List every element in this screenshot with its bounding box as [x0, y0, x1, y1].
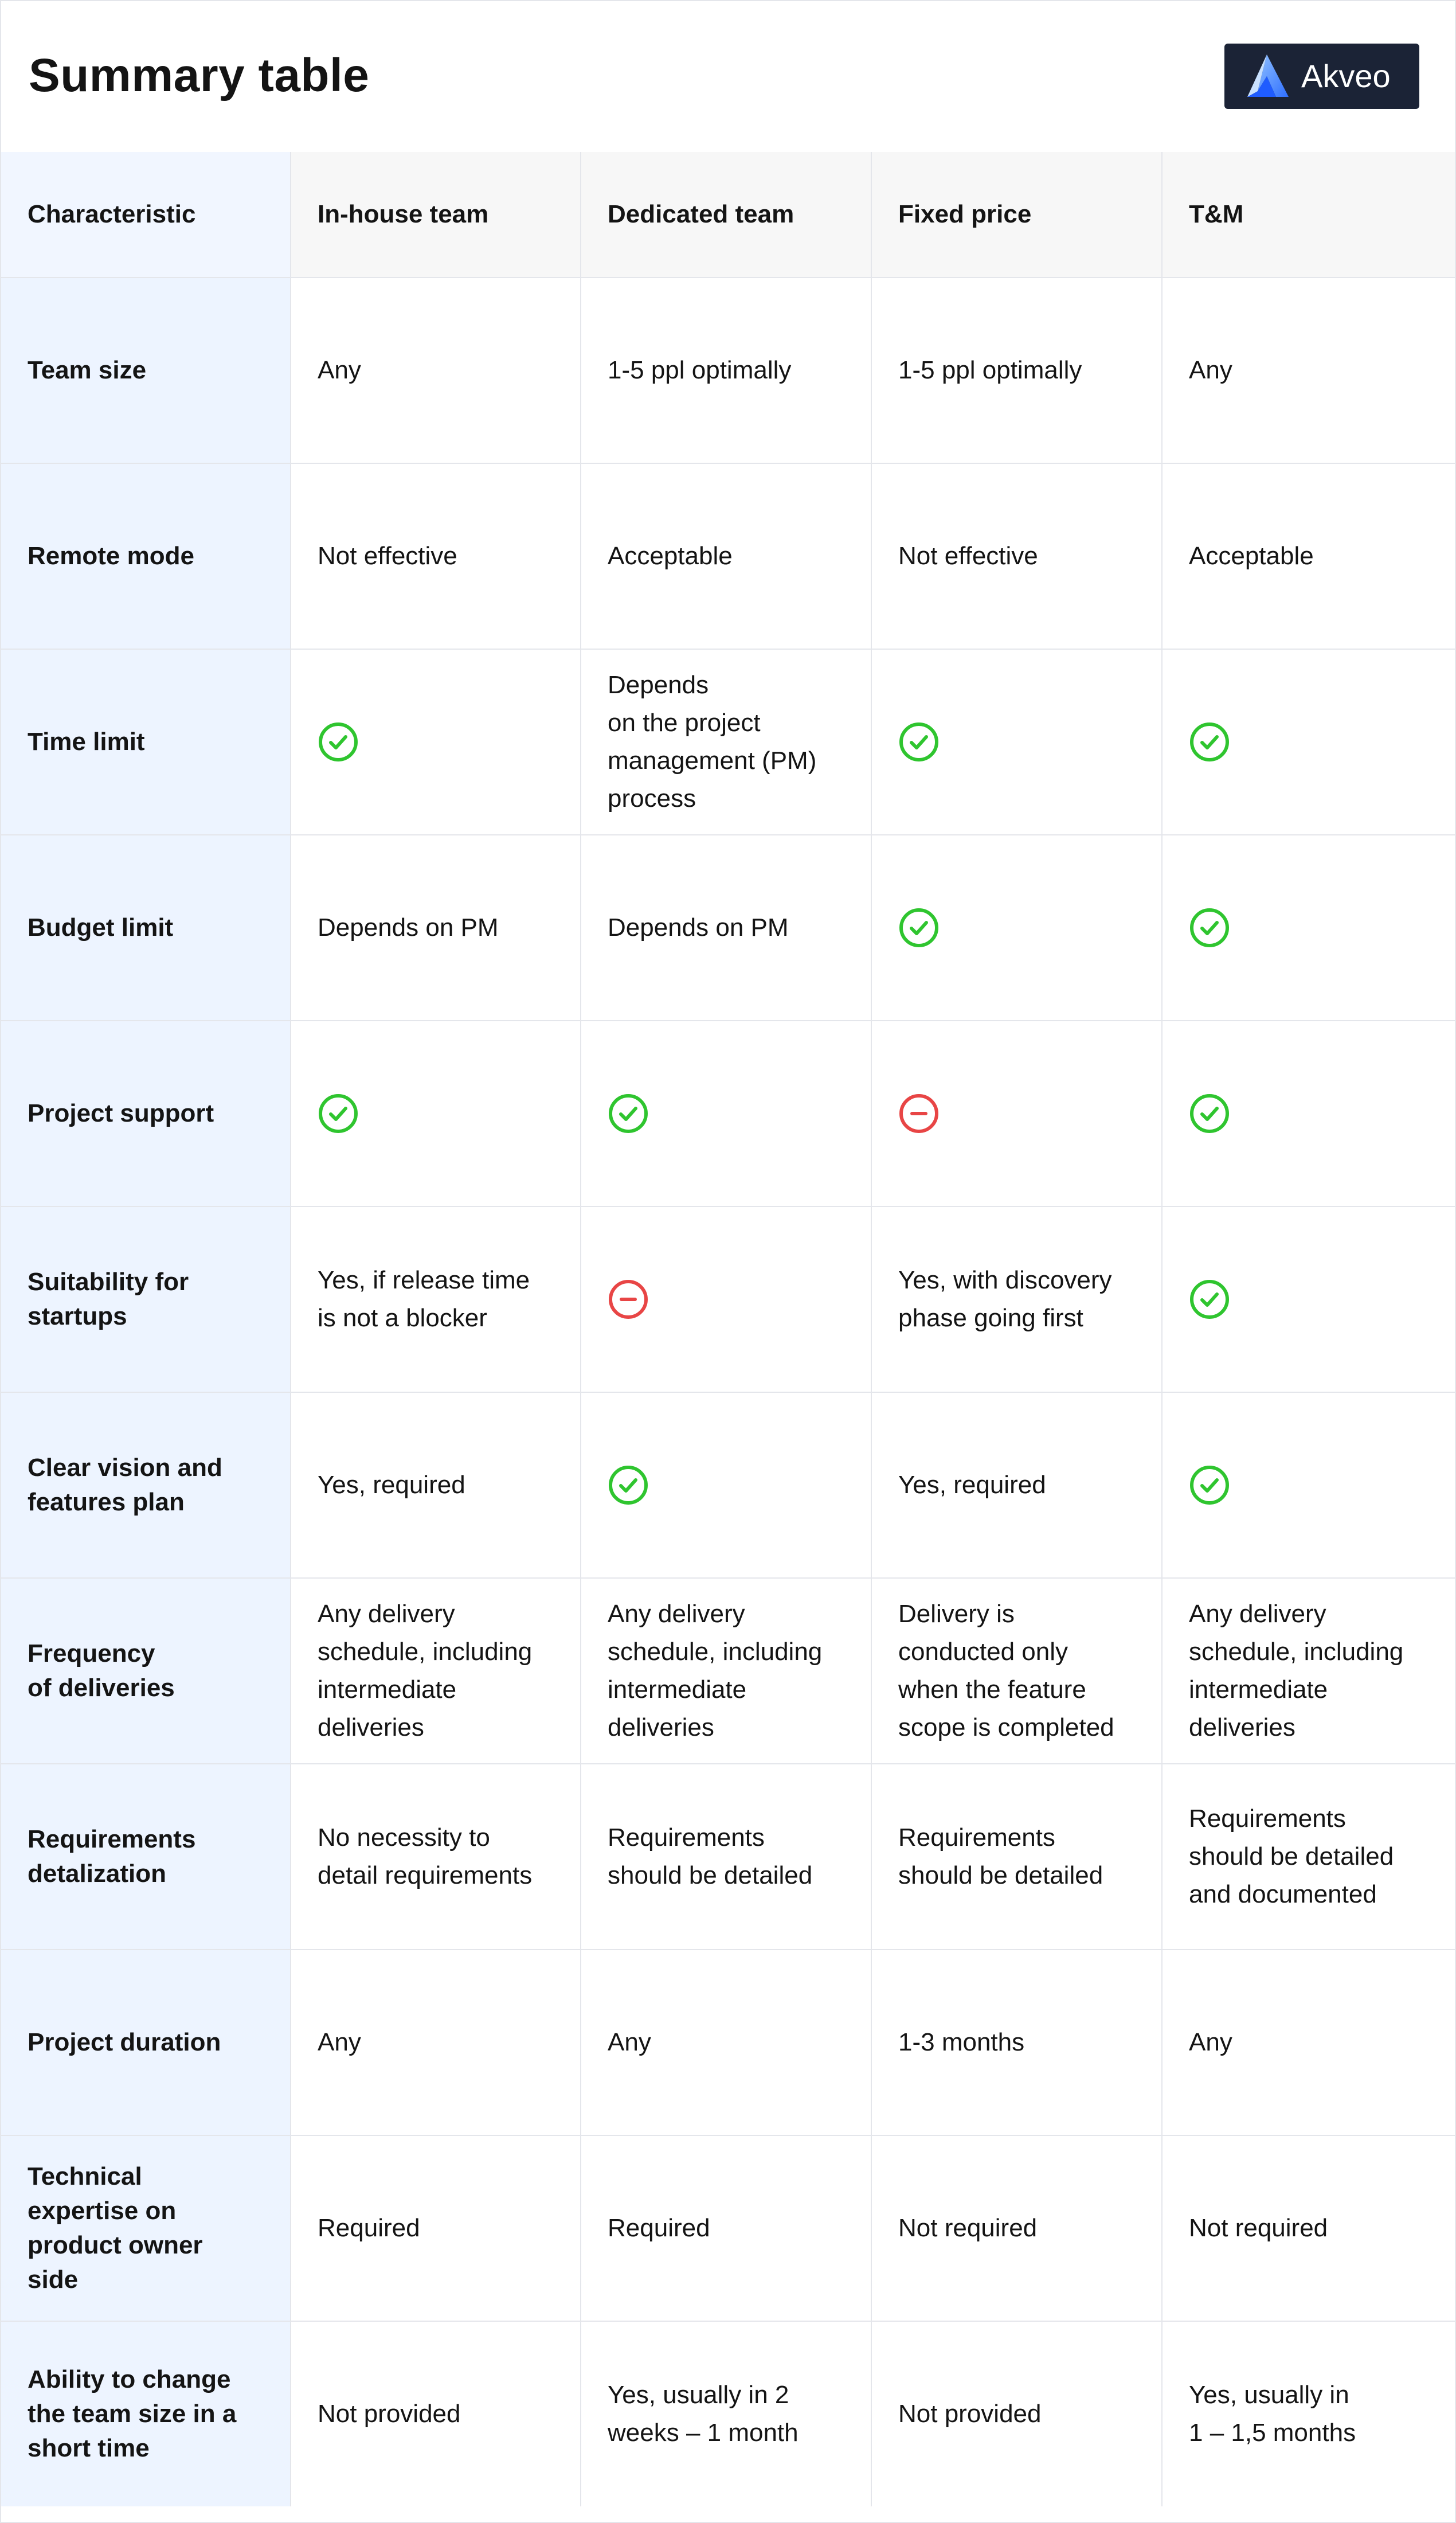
table-cell: Not required	[871, 2135, 1162, 2321]
table-row	[1, 1578, 1455, 1764]
table-cell: Not effective	[871, 463, 1162, 649]
check-circle-icon	[898, 907, 940, 948]
column-header-dedicated-team: Dedicated team	[581, 152, 871, 278]
table-cell: Depends on PM	[581, 835, 871, 1021]
row-label: Project support	[1, 1021, 291, 1206]
table-cell: Any	[291, 278, 581, 463]
table-cell: Any delivery schedule, including intermediate deliveries	[1162, 1578, 1455, 1764]
table-cell: Required	[291, 2135, 581, 2321]
column-header-tandm: T&M	[1162, 152, 1455, 278]
table-row	[1, 2135, 1455, 2321]
table-cell-icon	[291, 649, 581, 835]
row-label: Project duration	[1, 1950, 291, 2135]
table-cell-icon	[1162, 649, 1455, 835]
table-row	[1, 1392, 1455, 1578]
table-cell: Any	[581, 1950, 871, 2135]
table-cell-icon	[1162, 1392, 1455, 1578]
column-header-characteristic: Characteristic	[1, 152, 291, 278]
table-cell: 1-3 months	[871, 1950, 1162, 2135]
table-cell: Depends on PM	[291, 835, 581, 1021]
row-label: Technical expertise on product owner side	[1, 2135, 291, 2321]
table-cell-icon	[871, 835, 1162, 1021]
table-cell-icon	[581, 1021, 871, 1206]
table-cell: Any	[1162, 1950, 1455, 2135]
check-circle-icon	[608, 1093, 649, 1134]
table-row	[1, 835, 1455, 1021]
table-cell: Yes, with discovery phase going first	[871, 1206, 1162, 1392]
table-cell: Not required	[1162, 2135, 1455, 2321]
table-cell-icon	[1162, 1021, 1455, 1206]
table-cell: Yes, required	[291, 1392, 581, 1578]
table-row	[1, 2321, 1455, 2506]
table-cell-icon	[1162, 835, 1455, 1021]
row-label: Clear vision and features plan	[1, 1392, 291, 1578]
table-cell: Not effective	[291, 463, 581, 649]
row-label: Remote mode	[1, 463, 291, 649]
table-row	[1, 463, 1455, 649]
check-circle-icon	[898, 721, 940, 763]
check-circle-icon	[1189, 907, 1230, 948]
row-label: Frequency of deliveries	[1, 1578, 291, 1764]
row-label: Budget limit	[1, 835, 291, 1021]
table-cell: Any	[291, 1950, 581, 2135]
check-circle-icon	[318, 721, 359, 763]
table-cell-icon	[581, 1392, 871, 1578]
minus-circle-icon	[898, 1093, 940, 1134]
table-cell-icon	[871, 649, 1162, 835]
table-cell: Acceptable	[581, 463, 871, 649]
row-label: Requirements detalization	[1, 1764, 291, 1950]
table-cell: Any delivery schedule, including intermediate deliveries	[581, 1578, 871, 1764]
table-body	[1, 278, 1455, 2506]
summary-table	[1, 152, 1455, 2506]
table-cell-icon	[871, 1021, 1162, 1206]
check-circle-icon	[1189, 1279, 1230, 1320]
page-title: Summary table	[29, 49, 370, 101]
check-circle-icon	[1189, 1464, 1230, 1506]
check-circle-icon	[608, 1464, 649, 1506]
row-label: Suitability for startups	[1, 1206, 291, 1392]
table-cell: Yes, usually in 1 – 1,5 months	[1162, 2321, 1455, 2506]
table-cell: Acceptable	[1162, 463, 1455, 649]
table-cell: Requirements should be detailed	[871, 1764, 1162, 1950]
column-header-fixed-price: Fixed price	[871, 152, 1162, 278]
check-circle-icon	[1189, 1093, 1230, 1134]
table-cell: Requirements should be detailed and documented	[1162, 1764, 1455, 1950]
table-cell: No necessity to detail requirements	[291, 1764, 581, 1950]
row-label: Ability to change the team size in a short time	[1, 2321, 291, 2506]
table-cell: Required	[581, 2135, 871, 2321]
table-cell: Requirements should be detailed	[581, 1764, 871, 1950]
row-label: Team size	[1, 278, 291, 463]
table-cell: Delivery is conducted only when the feature scope is completed	[871, 1578, 1162, 1764]
table-cell-icon	[581, 1206, 871, 1392]
table-cell: Any delivery schedule, including intermediate deliveries	[291, 1578, 581, 1764]
table-row	[1, 1950, 1455, 2135]
table-cell-icon	[291, 1021, 581, 1206]
table-cell: Yes, required	[871, 1392, 1162, 1578]
table-cell: Yes, if release time is not a blocker	[291, 1206, 581, 1392]
table-header-row	[1, 152, 1455, 278]
table-row	[1, 278, 1455, 463]
table-cell-icon	[1162, 1206, 1455, 1392]
check-circle-icon	[318, 1093, 359, 1134]
table-cell: Not provided	[291, 2321, 581, 2506]
table-row	[1, 649, 1455, 835]
logo-text: Akveo	[1301, 58, 1391, 94]
table-cell: Yes, usually in 2 weeks – 1 month	[581, 2321, 871, 2506]
akveo-logo	[1224, 44, 1419, 109]
minus-circle-icon	[608, 1279, 649, 1320]
akveo-logo-icon	[1244, 53, 1292, 99]
table-cell: Depends on the project management (PM) process	[581, 649, 871, 835]
row-label: Time limit	[1, 649, 291, 835]
table-cell: 1-5 ppl optimally	[871, 278, 1162, 463]
table-cell: Not provided	[871, 2321, 1162, 2506]
column-header-in-house-team: In-house team	[291, 152, 581, 278]
check-circle-icon	[1189, 721, 1230, 763]
table-cell: 1-5 ppl optimally	[581, 278, 871, 463]
table-row	[1, 1021, 1455, 1206]
table-row	[1, 1764, 1455, 1950]
table-row	[1, 1206, 1455, 1392]
table-cell: Any	[1162, 278, 1455, 463]
header	[1, 1, 1455, 152]
